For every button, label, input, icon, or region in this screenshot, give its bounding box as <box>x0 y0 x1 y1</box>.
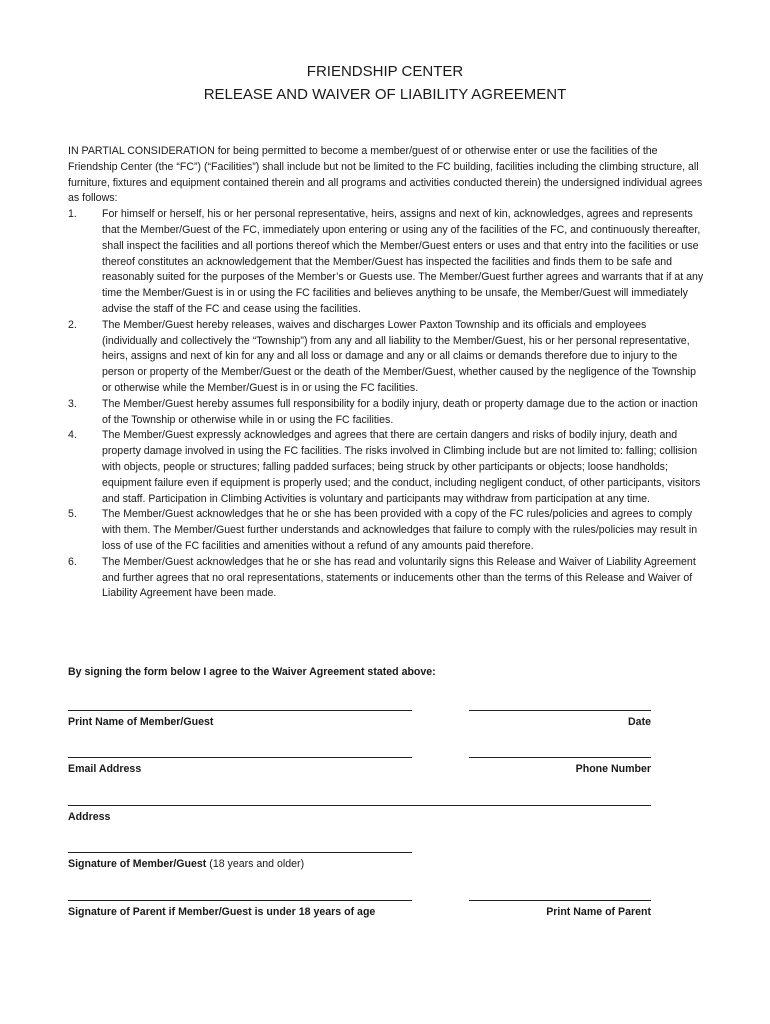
print-name-line[interactable] <box>68 710 412 711</box>
document-header <box>0 60 770 106</box>
clause-number: 5. <box>68 508 77 521</box>
email-label: Email Address <box>68 763 142 775</box>
signature-label-text: Signature of Member/Guest <box>68 858 207 870</box>
clause-item <box>68 318 704 397</box>
clause-text: The Member/Guest acknowledges that he or she has been provided with a copy of the FC rules/policies and agrees to comply with them. The Member/Guest further understands and acknowledges that failure to comply with the rules/policies may result in loss of use of the FC facilities and amenities without a refund of any amounts paid therefore. <box>102 508 698 552</box>
parent-name-label: Print Name of Parent <box>546 906 651 918</box>
agreement-body <box>68 144 704 602</box>
print-name-label: Print Name of Member/Guest <box>68 716 214 728</box>
clause-item <box>68 207 704 318</box>
phone-label: Phone Number <box>575 763 651 775</box>
date-label: Date <box>628 716 651 728</box>
clause-number: 3. <box>68 397 77 410</box>
clause-item <box>68 397 704 429</box>
clause-item <box>68 555 704 602</box>
clause-text: The Member/Guest hereby releases, waives and discharges Lower Paxton Township and its officials and employees (individually and collectively the “Township”) from any and all liability to the Member/Guest, his or her personal representative, heirs, assigns and next of kin for any and all loss or damage and any or all claims or demands therefore due to injury to the person or property of the Member/Guest or the death of the Member/Guest, whether caused by the negligence of the Township or otherwise while the Member/Guest is in or using the FC facilities. <box>102 318 696 394</box>
consent-statement: By signing the form below I agree to the Waiver Agreement stated above: <box>68 666 436 678</box>
email-line[interactable] <box>68 757 412 758</box>
parent-name-line[interactable] <box>469 900 651 901</box>
clause-text: The Member/Guest expressly acknowledges and agrees that there are certain dangers and risks of bodily injury, death and property damage involved in using the FC facilities. The risks involved in Climbing include but are not limited to: falling; collision with objects, people or structures; falling padded surfaces; being struck by other participants or objects; loose handholds; equipment failure even if equipment is properly used; and the conduct, including negligent conduct, of other participants, visitors and staff. Participation in Climbing Activities is voluntary and participants may withdraw from participation at any time. <box>102 429 701 505</box>
org-name: FRIENDSHIP CENTER <box>306 63 464 80</box>
address-label: Address <box>68 811 111 823</box>
signature-age-note: (18 years and older) <box>209 858 305 870</box>
date-line[interactable] <box>469 710 651 711</box>
clause-number: 1. <box>68 208 77 221</box>
document-title: RELEASE AND WAIVER OF LIABILITY AGREEMENT <box>203 86 567 103</box>
intro-paragraph: IN PARTIAL CONSIDERATION for being permitted to become a member/guest of or otherwise enter or use the facilities of the Friendship Center (the “FC”) (“Facilities”) shall include but not be limited to the FC building, facilities including the climbing structure, all furniture, fixtures and equipment contained therein and all programs and activities conducted therein) the undersigned individual agrees as follows: <box>68 145 703 205</box>
clause-text: For himself or herself, his or her personal representative, heirs, assigns and next of kin, acknowledges, agrees and represents that the Member/Guest of the FC, immediately upon entering or using any of the facilities of the FC, and continuously thereafter, shall inspect the facilities and all portions thereof which the Member/Guest enters or uses and that entry into the facilities or use thereof constitutes an acknowledgement that the Member/Guest has inspected the facilities and finds them to be safe and reasonably suited for the purposes of the Member’s or Guests use. The Member/Guest further agrees and warrants that if at any time the Member/Guest is in or using the FC facilities and believes anything to be unsafe, the Member/Guest will immediately advise the staff of the FC and cease using the facilities. <box>102 208 704 315</box>
clause-number: 4. <box>68 429 77 442</box>
clause-list <box>68 207 704 602</box>
signature-line[interactable] <box>68 852 412 853</box>
clause-text: The Member/Guest hereby assumes full responsibility for a bodily injury, death or property damage due to the action or inaction of the Township or otherwise while in or using the FC facilities. <box>102 397 698 426</box>
clause-number: 6. <box>68 555 77 568</box>
clause-text: The Member/Guest acknowledges that he or she has read and voluntarily signs this Release and Waiver of Liability Agreement and further agrees that no oral representations, statements or inducements other than the terms of this Release and Waiver of Liability Agreement have been made. <box>102 555 696 600</box>
address-line[interactable] <box>68 805 651 806</box>
phone-line[interactable] <box>469 757 651 758</box>
clause-number: 2. <box>68 318 77 331</box>
signature-label <box>68 857 304 871</box>
parent-signature-label: Signature of Parent if Member/Guest is under 18 years of age <box>68 906 376 918</box>
clause-item <box>68 428 704 507</box>
parent-signature-line[interactable] <box>68 900 412 901</box>
clause-item <box>68 507 704 554</box>
